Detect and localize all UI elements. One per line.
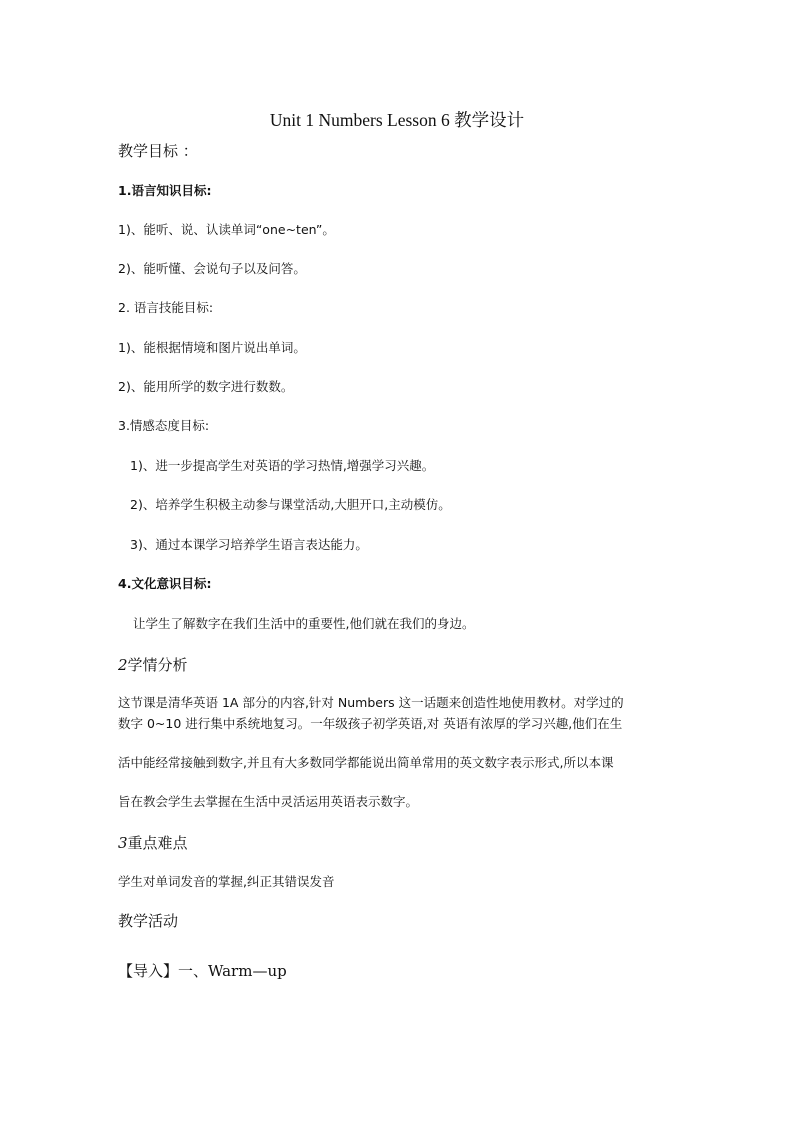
key-points-text: 学生对单词发音的掌握,纠正其错误发音 [118,874,335,889]
section1-heading: 1.语言知识目标: [118,183,212,198]
section1-item-1: 1)、能听、说、认读单词“one~ten”。 [118,222,335,237]
analysis-number: 2 [118,656,128,674]
teaching-goals-heading: 教学目标 ： [118,142,198,160]
activities-heading: 教学活动 [118,912,179,930]
analysis-line-1: 这节课是清华英语 1A 部分的内容,针对 Numbers 这一话题来创造性地使用教材。对学过的 [118,695,624,710]
section3-item-3: 3)、通过本课学习培养学生语言表达能力。 [130,537,368,552]
key-points-heading-row [118,832,188,853]
analysis-heading: 学情分析 [127,656,188,674]
intro-warm-up: 【导入】一、Warm—up [118,962,287,980]
document-title: Unit 1 Numbers Lesson 6 教学设计 [269,110,525,130]
section2-item-1: 1)、能根据情境和图片说出单词。 [118,340,306,355]
section2-item-2: 2)、能用所学的数字进行数数。 [118,379,294,394]
section3-item-1: 1)、进一步提高学生对英语的学习热情,增强学习兴趣。 [130,458,435,473]
section1-item-2: 2)、能听懂、会说句子以及问答。 [118,261,306,276]
section4-heading: 4.文化意识目标: [118,576,212,591]
analysis-line-3: 活中能经常接触到数字,并且有大多数同学都能说出简单常用的英文数字表示形式,所以本课 [118,755,614,770]
section3-item-2: 2)、培养学生积极主动参与课堂活动,大胆开口,主动模仿。 [130,497,451,512]
analysis-heading-row [118,654,188,675]
key-points-number: 3 [118,834,128,852]
analysis-line-4: 旨在教会学生去掌握在生活中灵活运用英语表示数字。 [118,794,419,809]
section4-text: 让学生了解数字在我们生活中的重要性,他们就在我们的身边。 [133,616,475,631]
section3-heading: 3.情感态度目标: [118,418,210,433]
key-points-heading: 重点难点 [127,834,188,852]
analysis-line-2: 数字 0~10 进行集中系统地复习。一年级孩子初学英语,对 英语有浓厚的学习兴趣,他们在生 [118,716,623,731]
section2-heading: 2. 语言技能目标: [118,300,214,315]
